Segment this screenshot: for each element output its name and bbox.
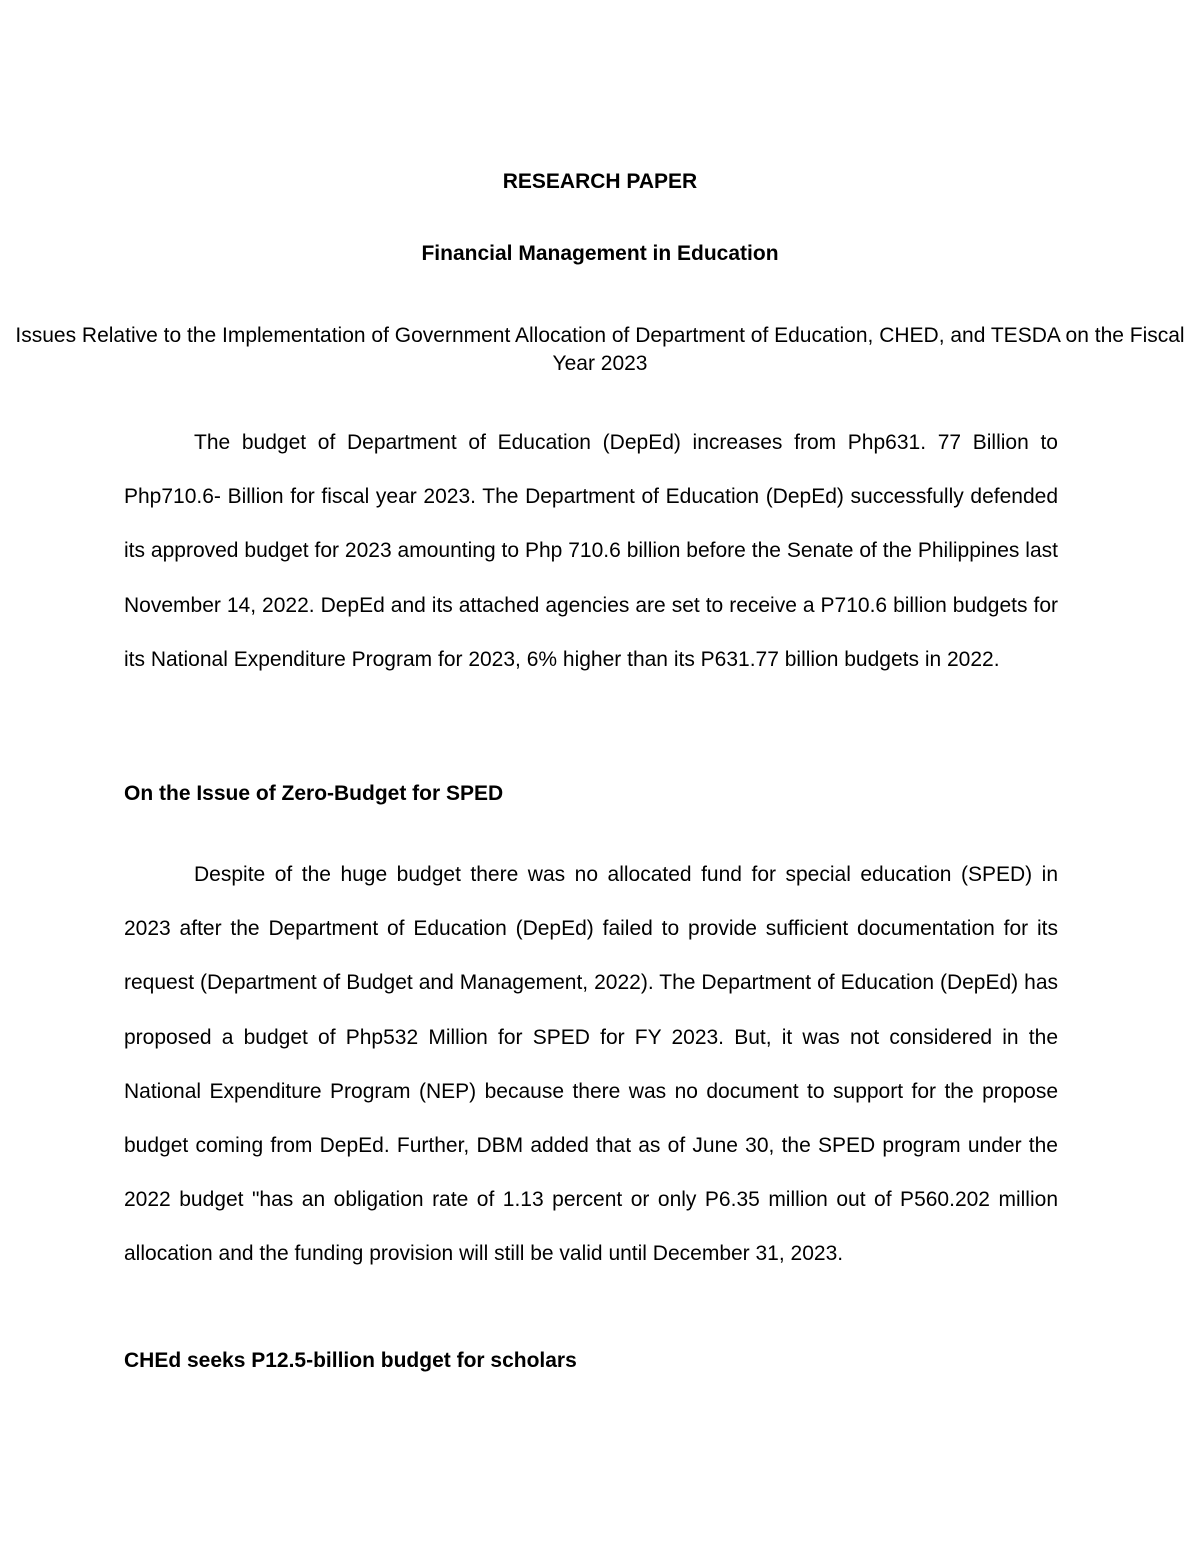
body-paragraph-budget: The budget of Department of Education (DepEd) increases from Php631. 77 Billion to Php710.6- Billion for fiscal year 2023. The Department of Education (DepEd) successfully defended its approved budget for 2023 amounting to Php 710.6 billion before the Senate of the Philippines last November 14, 2022. DepEd and its attached agencies are set to receive a P710.6 billion budgets for its National Expenditure Program for 2023, 6% higher than its P631.77 billion budgets in 2022. bbox=[124, 431, 1058, 671]
body-paragraph-sped: Despite of the huge budget there was no allocated fund for special education (SPED) in 2023 after the Department of Education (DepEd) failed to provide sufficient documentation for its request (Department of Budget and Management, 2022). The Department of Education (DepEd) has proposed a budget of Php532 Million for SPED for FY 2023. But, it was not considered in the National Expenditure Program (NEP) because there was no document to support for the propose budget coming from DepEd. Further, DBM added that as of June 30, the SPED program under the 2022 budget "has an obligation rate of 1.13 percent or only P6.35 million out of P560.202 million allocation and the funding provision will still be valid until December 31, 2023. bbox=[124, 863, 1058, 1266]
section-heading-sped: On the Issue of Zero-Budget for SPED bbox=[124, 782, 504, 805]
document-title: RESEARCH PAPER bbox=[502, 170, 698, 193]
section-heading-ched: CHEd seeks P12.5-billion budget for scholars bbox=[124, 1349, 577, 1372]
document-topic: Issues Relative to the Implementation of Government Allocation of Department of Education, CHED, and TESDA on the Fiscal Year 2023 bbox=[15, 324, 1185, 375]
document-subtitle: Financial Management in Education bbox=[421, 242, 779, 265]
